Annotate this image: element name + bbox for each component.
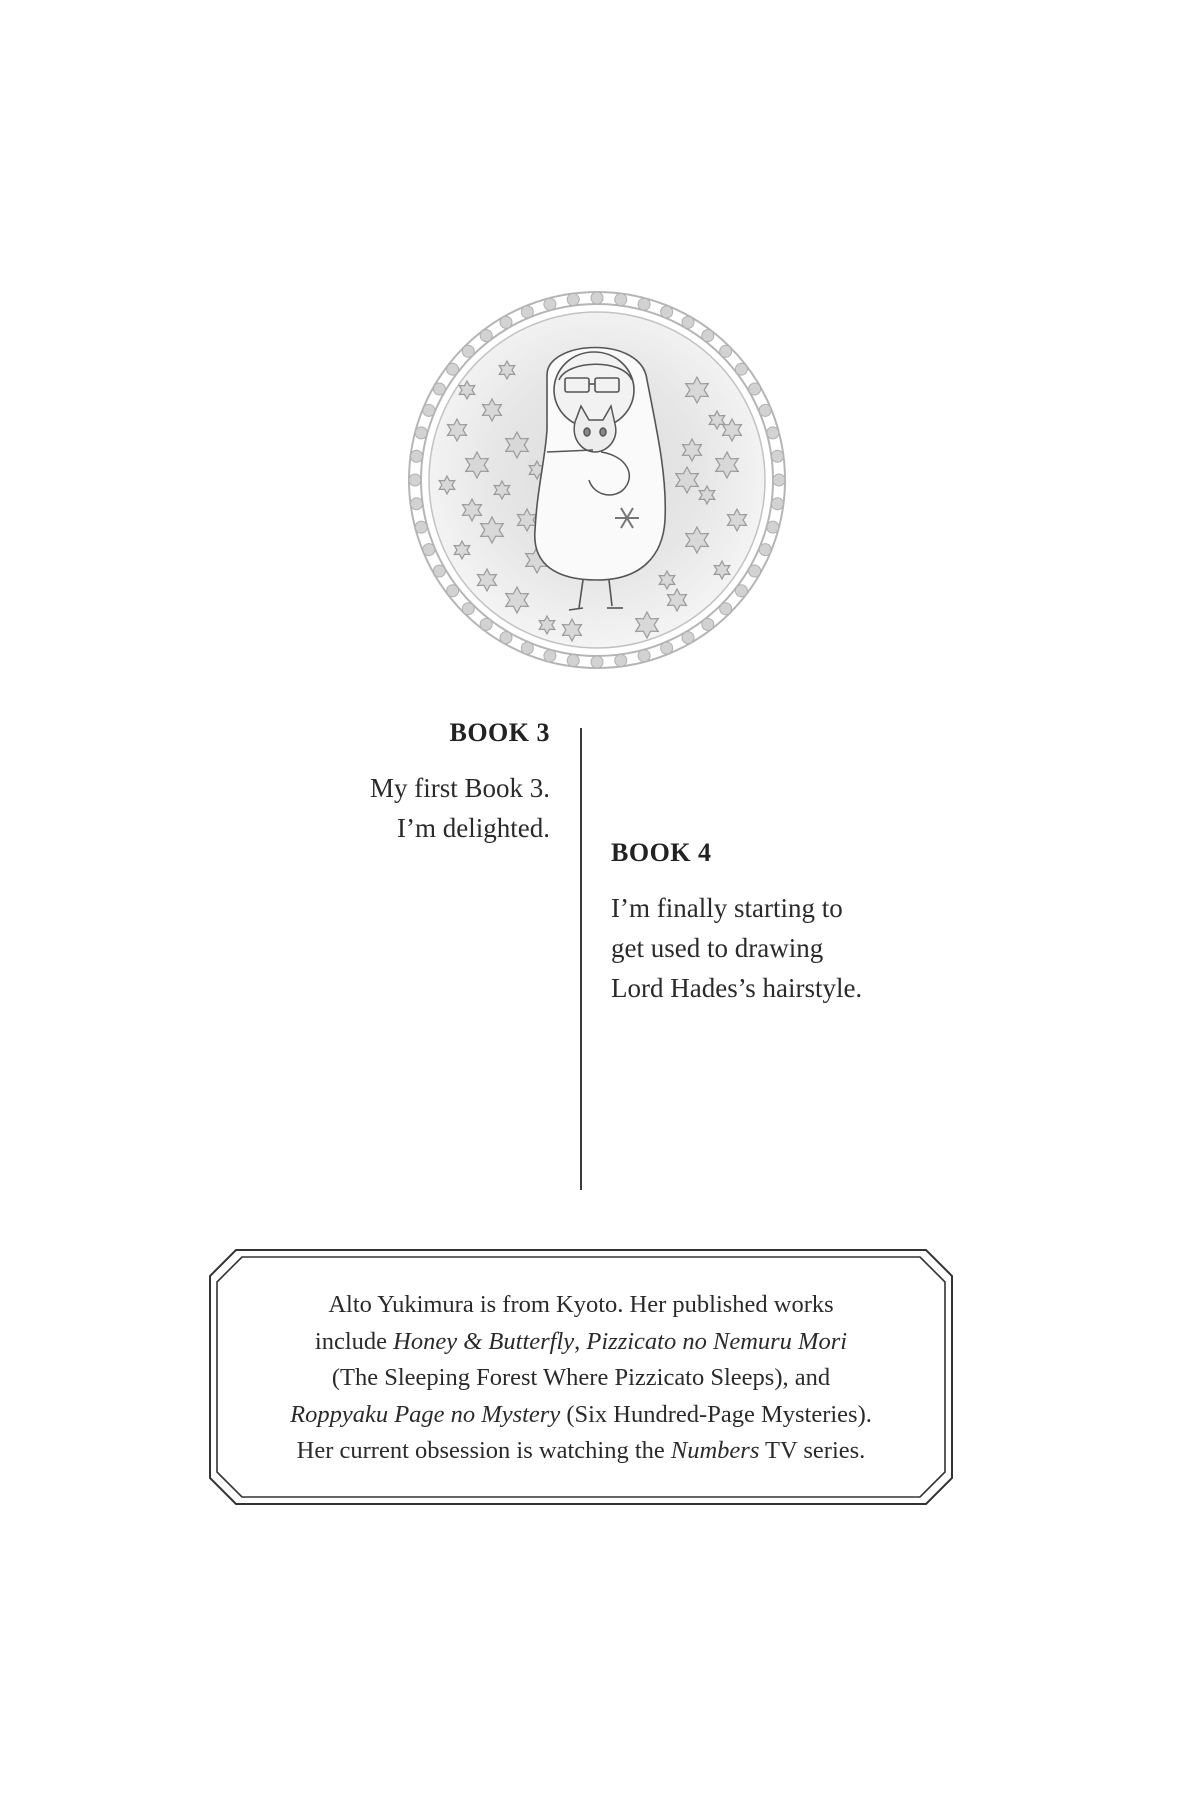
bio-title: Numbers [670,1437,760,1464]
book3-heading: BOOK 3 [449,718,550,747]
bio-text: include [314,1327,394,1355]
book4-line: I’m finally starting to [611,893,843,923]
author-bio-box [208,1248,954,1506]
author-illustration-medallion [397,280,797,680]
bio-line [208,1433,954,1470]
book4-comment [611,888,951,1008]
bio-line: (The Sleeping Forest Where Pizzicato Sleeps), and [331,1364,831,1391]
bio-line [208,1324,954,1361]
bio-text: , [574,1327,587,1355]
bio-text: Her current obsession is watching the [296,1437,671,1464]
book3-line: I’m delighted. [397,813,550,843]
bio-line: Alto Yukimura is from Kyoto. Her published works [328,1291,834,1318]
bio-line [208,1397,954,1434]
column-divider [580,728,582,1190]
bio-text: (Six Hundred-Page Mysteries). [560,1400,872,1428]
book3-section [270,718,550,848]
bio-title: Pizzicato no Nemuru Mori [586,1327,848,1355]
book3-line: My first Book 3. [369,773,550,803]
book3-comment [270,768,550,848]
bio-text: TV series. [759,1437,866,1464]
hooded-girl-with-cat-icon [397,280,797,680]
book4-heading: BOOK 4 [611,838,712,867]
bio-title: Roppyaku Page no Mystery [290,1400,561,1428]
author-bio [208,1287,954,1470]
book4-section [611,838,951,1008]
book4-line: Lord Hades’s hairstyle. [611,973,863,1003]
book4-line: get used to drawing [611,933,824,963]
bio-title: Honey & Butterfly [393,1327,575,1355]
